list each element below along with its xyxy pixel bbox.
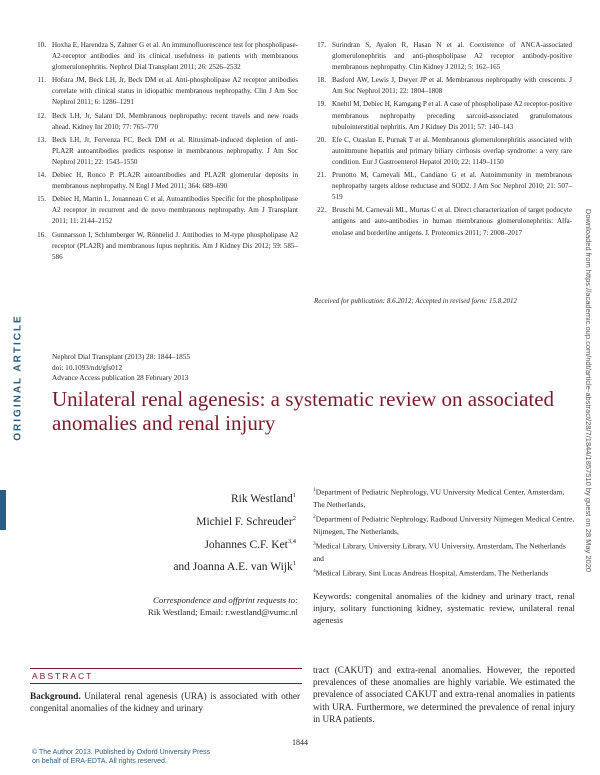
reference-number: 20. xyxy=(317,135,326,144)
affiliation xyxy=(313,538,575,565)
author xyxy=(120,532,296,555)
affiliation-text: Medical Library, Sint Lucas Andreas Hospital, Amsterdam, The Netherlands xyxy=(315,568,549,578)
affiliation xyxy=(313,565,575,580)
journal-info xyxy=(52,352,302,384)
reference-text: Bruschi M, Carnevali ML, Murtas C et al. Direct characterization of target podocyte antigens and auto-antibodies in human membranous glomerulonephritis: Alfa-enolase and borderline antigens. J. Proteomics 2011; 7: 2008–2017 xyxy=(332,206,572,237)
reference-text: Beck LH, Jr, Fervenza FC, Beck DM et al. Rituximab-induced depletion of anti-PLA2R autoantibodies predicts response in membranous nephropathy. J Am Soc Nephrol 2011; 22: 1543–1550 xyxy=(52,135,298,166)
reference-number: 17. xyxy=(317,41,326,49)
correspondence-label: Correspondence and offprint requests to: xyxy=(153,595,298,605)
reference-item xyxy=(310,40,572,73)
author-affiliation-marker: 3,4 xyxy=(287,537,296,545)
reference-text: Basford AW, Lewis J, Dwyer JP et al. Membranous nephropathy with crescents. J Am Soc Nephrol 2011; 22: 1804–1808 xyxy=(332,76,572,96)
reference-text: Gunnarsson I, Schlumberger W, Rönnelid J. Antibodies to M-type phospholipase A2 receptor (PLA2R) and membranous lupus nephritis. Am J Kidney Dis 2012; 59: 585–586 xyxy=(52,230,298,261)
reference-text: Beck LH, Jr, Salant DJ. Membranous nephropathy: recent travels and new roads ahead. Kidney Int 2010; 77: 765–770 xyxy=(52,111,298,131)
reference-number: 16. xyxy=(37,230,46,239)
reference-text: Debiec H, Martin L, Jouanneau C et al. Autoantibodies Specific for the phospholipase A2 receptor in recurrent and de novo membranous nephropathy. Am J Transplant 2011; 11: 2144–2152 xyxy=(52,195,298,226)
reference-item xyxy=(30,75,298,108)
references-left xyxy=(30,40,298,265)
abstract-background-text: Unilateral renal agenesis (URA) is associated with other congenital anomalies of the kidney and urinary xyxy=(30,691,300,714)
article-title xyxy=(52,388,572,435)
affiliation-text: Department of Pediatric Nephrology, VU University Medical Center, Amsterdam, The Netherlands, xyxy=(313,487,565,509)
reference-number: 11. xyxy=(37,76,46,85)
reference-number: 10. xyxy=(37,41,46,49)
reference-item xyxy=(30,170,298,192)
side-stripe xyxy=(0,490,6,530)
journal-doi[interactable]: doi: 10.1093/ndt/gfs012 xyxy=(52,362,123,372)
author-affiliation-marker: 2 xyxy=(292,514,296,522)
original-article-label xyxy=(2,314,34,441)
abstract-right: tract (CAKUT) and extra-renal anomalies. However, the reported prevalences of these anomalies are highly variable. We estimated the prevalence of associated CAKUT and extra-renal anomalies in patients with URA. Furthermore, we determined the prevalence of renal injury in URA patients. xyxy=(313,665,575,724)
reference-number: 12. xyxy=(37,111,46,120)
reference-number: 19. xyxy=(317,100,326,109)
download-note xyxy=(578,195,600,585)
copyright-footer xyxy=(32,748,292,766)
journal-advance: Advance Access publication 28 February 2013 xyxy=(52,373,189,382)
author-affiliation-marker: 1 xyxy=(292,560,296,568)
author-name: and Joanna A.E. van Wijk xyxy=(173,561,293,574)
reference-number: 15. xyxy=(37,195,46,204)
affiliation-marker: 3 xyxy=(313,540,316,547)
reference-text: Hofstra JM, Beck LH, Jr, Beck DM et al. Anti-phospholipase A2 receptor antibodies correlate with clinical status in idiopathic membranous nephropathy. Clin J Am Soc Nephrol 2011; 6: 1286–1291 xyxy=(52,76,298,107)
author xyxy=(120,509,296,532)
affiliation-text: Medical Library, University Library, VU University, Amsterdam, The Netherlands and xyxy=(313,541,566,563)
keywords-text: congenital anomalies of the kidney and urinary tract, renal injury, solitary functioning kidney, systematic review, unilateral renal agenesis xyxy=(313,591,575,625)
page-number: 1844 xyxy=(292,738,308,747)
article-title-line1: Unilateral renal agenesis: a systematic review on associated xyxy=(52,387,555,411)
correspondence xyxy=(60,594,298,618)
reference-item xyxy=(310,205,572,238)
keywords xyxy=(313,590,575,626)
reference-item xyxy=(30,40,298,73)
reference-text: Prunotto M, Carnevali ML, Candiano G et al. Autoimmunity in membranous nephropathy targets aldose reductase and SOD2. J Am Soc Nephrol 2010; 21: 507–519 xyxy=(332,171,572,202)
reference-text: Hoxha E, Harendza S, Zahner G et al. An immunofluorescence test for phospholipase-A2-receptor antibodies and its clinical usefulness in patients with membranous glomerulonephritis. Nephrol Dial Transplant 2011; 26: 2526–2532 xyxy=(52,41,298,72)
reference-item xyxy=(310,99,572,132)
references-right xyxy=(310,40,572,241)
reference-number: 18. xyxy=(317,76,326,85)
correspondence-value[interactable]: Rik Westland; Email: r.westland@vumc.nl xyxy=(147,607,298,617)
reference-number: 21. xyxy=(317,171,326,180)
reference-item xyxy=(30,230,298,263)
affiliation-marker: 1 xyxy=(313,487,316,493)
article-title-line2: anomalies and renal injury xyxy=(52,410,276,435)
original-article-text: ORIGINAL ARTICLE xyxy=(12,314,24,441)
abstract-left xyxy=(30,690,300,714)
reference-number: 14. xyxy=(37,171,46,180)
affiliation-marker: 2 xyxy=(313,513,316,520)
keywords-label: Keywords: xyxy=(313,591,352,601)
reference-item xyxy=(310,75,572,97)
copyright-line2: on behalf of ERA-EDTA. All rights reserved. xyxy=(32,758,167,765)
author xyxy=(120,554,296,577)
author-list xyxy=(120,486,296,577)
author xyxy=(120,486,296,509)
abstract-background-label: Background. xyxy=(30,691,81,701)
reference-text: Knehtl M, Debiec H, Kamgang P et al. A case of phospholipase A2 receptor-positive membranous nephropathy preceding sarcoid-associated granulomatous tubulointerstitial nephritis. Am J Kidney Dis 2011; 57: 140–143 xyxy=(332,100,572,131)
journal-citation: Nephrol Dial Transplant (2013) 28: 1844–1855 xyxy=(52,352,191,361)
author-name: Rik Westland xyxy=(230,492,293,505)
reference-item xyxy=(30,194,298,227)
affiliation-marker: 4 xyxy=(313,567,316,574)
reference-text: Debiec H, Ronco P. PLA2R autoantibodies and PLA2R glomerular deposits in membranous nephropathy. N Engl J Med 2011; 364: 689–690 xyxy=(52,171,298,191)
reference-item xyxy=(310,135,572,168)
affiliation xyxy=(313,511,575,538)
author-name: Michiel F. Schreuder xyxy=(196,515,293,528)
reference-text: Efe C, Ozaslan E, Purnak T et al. Membranous glomerulonephritis associated with autoimmune hepatitis and primary biliary cirrhosis overlap syndrome: a very rare condition. Eur J Gastroenterol Hepatol 2010; 22: 1149–1150 xyxy=(332,135,572,166)
reference-item xyxy=(30,111,298,133)
abstract-heading: ABSTRACT xyxy=(30,668,302,684)
reference-text: Surindran S, Ayalon R, Hasan N et al. Coexistence of ANCA-associated glomerulonephritis and anti-phospholipase A2 receptor antibody-positive membranous nephropathy. Clin Kidney J 2012; 5: 162–165 xyxy=(332,41,572,72)
reference-item xyxy=(30,135,298,168)
copyright-line1: © The Author 2013. Published by Oxford University Press xyxy=(32,749,211,756)
author-affiliation-marker: 1 xyxy=(292,492,296,499)
affiliation-text: Department of Pediatric Nephrology, Radboud University Nijmegen Medical Centre, Nijmegen, The Netherlands, xyxy=(313,514,575,536)
affiliations xyxy=(313,484,575,580)
received-note: Received for publication: 8.6.2012; Accepted in revised form: 15.8.2012 xyxy=(314,297,517,305)
author-name: Johannes C.F. Ket xyxy=(204,538,288,551)
reference-number: 13. xyxy=(37,135,46,144)
download-note-text: Downloaded from https://academic.oup.com/ndt/article-abstract/28/7/1844/1857510 by guest on 28 May 2020 xyxy=(584,208,594,572)
reference-number: 22. xyxy=(317,206,326,215)
affiliation xyxy=(313,484,575,511)
reference-item xyxy=(310,170,572,203)
